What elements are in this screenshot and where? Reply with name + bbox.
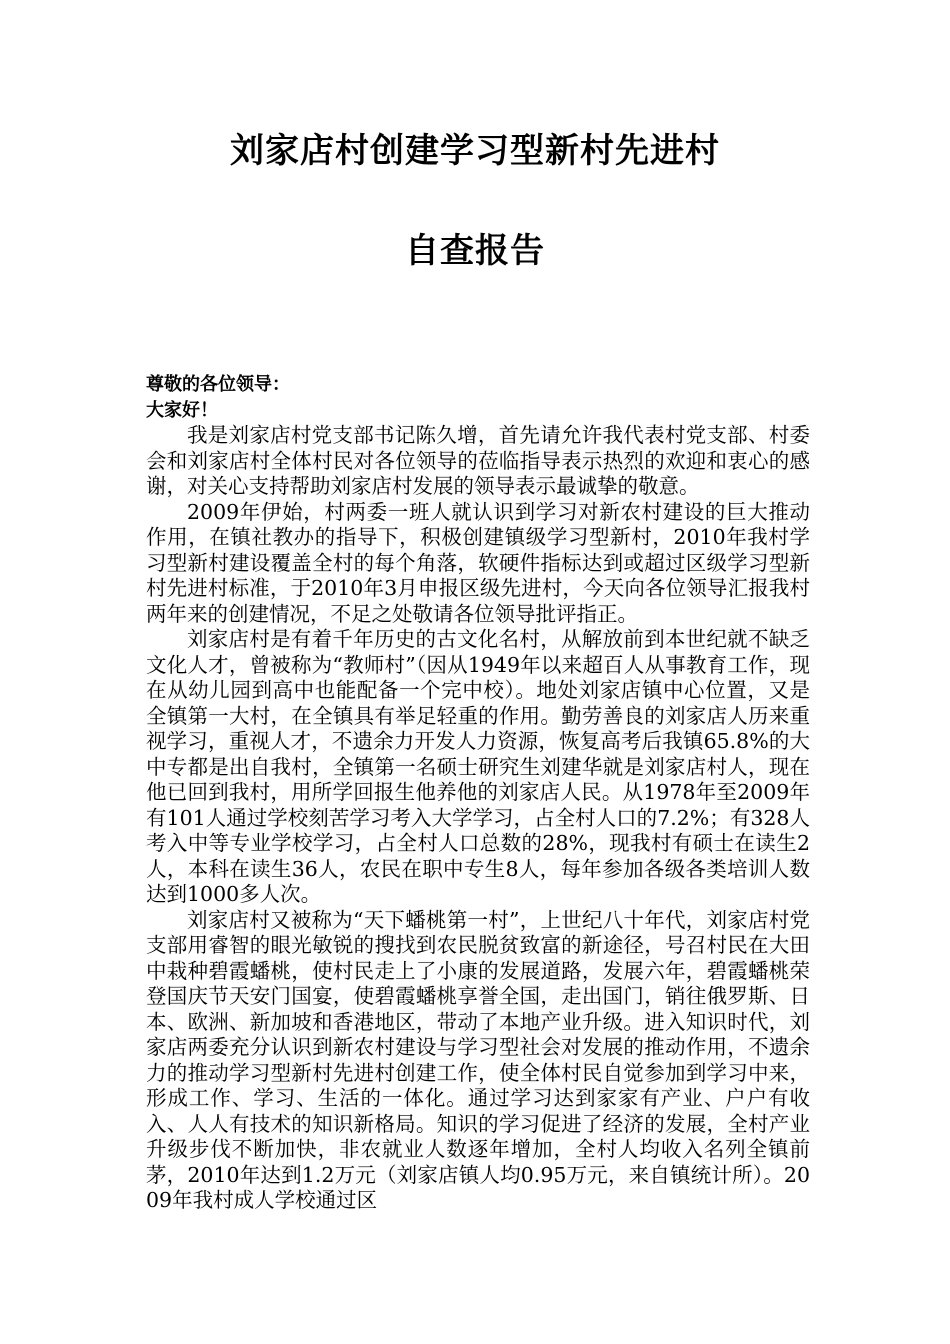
paragraph: 刘家店村又被称为“天下蟠桃第一村”，上世纪八十年代，刘家店村党支部用睿智的眼光敏锐的搜找到农民脱贫致富的新途径，号召村民在大田中栽种碧霞蟠桃，使村民走上了小康的发展道路，发展六年，碧霞蟠桃荣登国庆节天安门国宴，使碧霞蟠桃享誉全国，走出国门，销往俄罗斯、日本、欧洲、新加坡和香港地区，带动了本地产业升级。进入知识时代，刘家店两委充分认识到新农村建设与学习型社会对发展的推动作用，不遗余力的推动学习型新村先进村创建工作，使全体村民自觉参加到学习中来，形成工作、学习、生活的一体化。通过学习达到家家有产业、户户有收入、人人有技术的知识新格局。知识的学习促进了经济的发展，全村产业升级步伐不断加快，非农就业人数逐年增加，全村人均收入名列全镇前茅，2010年达到1.2万元（刘家店镇人均0.95万元，来自镇统计所）。2009年我村成人学校通过区 bbox=[146, 907, 810, 1212]
paragraph: 我是刘家店村党支部书记陈久增，首先请允许我代表村党支部、村委会和刘家店村全体村民对各位领导的莅临指导表示热烈的欢迎和衷心的感谢，对关心支持帮助刘家店村发展的领导表示最诚挚的敬意。 bbox=[146, 423, 810, 498]
document-body bbox=[146, 372, 810, 1214]
paragraph: 2009年伊始，村两委一班人就认识到学习对新农村建设的巨大推动作用，在镇社教办的指导下，积极创建镇级学习型新村，2010年我村学习型新村建设覆盖全村的每个角落，软硬件指标达到或超过区级学习型新村先进村标准，于2010年3月申报区级先进村，今天向各位领导汇报我村两年来的创建情况，不足之处敬请各位领导批评指正。 bbox=[146, 499, 810, 626]
greeting: 大家好！ bbox=[146, 399, 218, 421]
document-title: 刘家店村创建学习型新村先进村 bbox=[230, 131, 720, 171]
paragraph: 刘家店村是有着千年历史的古文化名村，从解放前到本世纪就不缺乏文化人才，曾被称为“教师村”（因从1949年以来超百人从事教育工作，现在从幼儿园到高中也能配备一个完中校）。地处刘家店镇中心位置，又是全镇第一大村，在全镇具有举足轻重的作用。勤劳善良的刘家店人历来重视学习，重视人才，不遗余力开发人力资源，恢复高考后我镇65.8%的大中专都是出自我村，全镇第一名硕士研究生刘建华就是刘家店村人，现在他已回到我村，用所学回报生他养他的刘家店人民。从1978年至2009年有101人通过学校刻苦学习考入大学学习，占全村人口的7.2%；有328人考入中等专业学校学习，占全村人口总数的28%，现我村有硕士在读生2人，本科在读生36人，农民在职中专生8人，每年参加各级各类培训人数达到1000多人次。 bbox=[146, 627, 810, 906]
document-subtitle: 自查报告 bbox=[405, 231, 545, 271]
salutation: 尊敬的各位领导： bbox=[146, 374, 290, 395]
